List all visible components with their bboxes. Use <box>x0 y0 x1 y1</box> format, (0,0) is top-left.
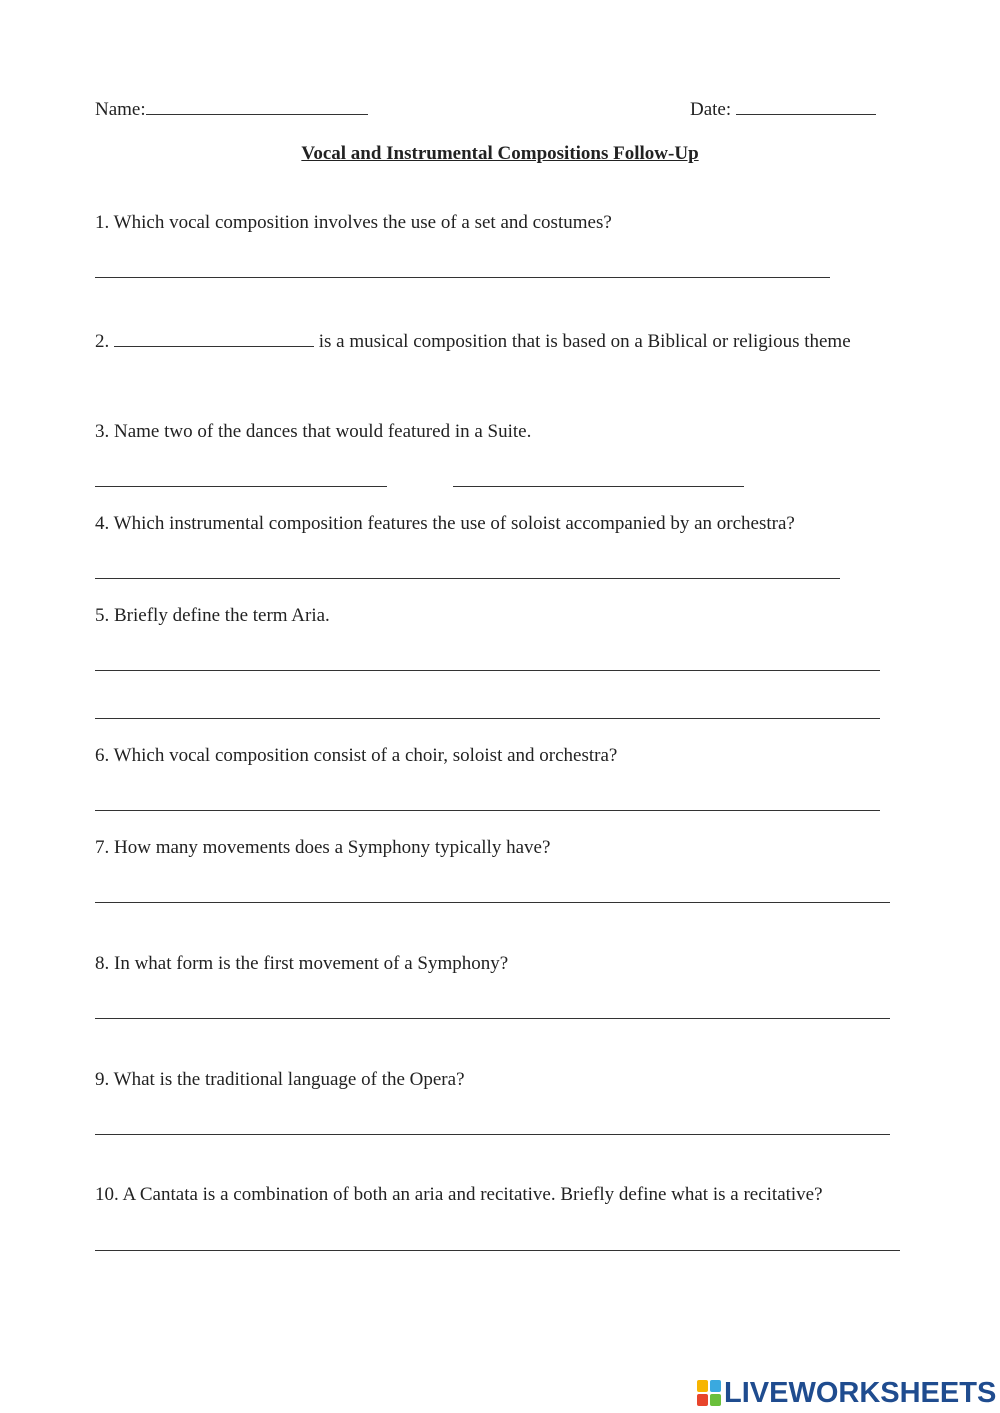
answer-line-6[interactable] <box>95 810 880 811</box>
question-10 <box>95 1184 823 1206</box>
liveworksheets-logo-icon <box>697 1380 721 1406</box>
question-number: 8. <box>95 953 110 974</box>
answer-line-1[interactable] <box>95 277 830 278</box>
logo-text: LIVEWORKSHEETS <box>724 1376 997 1409</box>
name-blank[interactable] <box>146 96 368 115</box>
name-label: Name: <box>95 99 146 120</box>
question-4 <box>95 513 795 535</box>
question-number: 10. <box>95 1184 119 1205</box>
answer-line-3a[interactable] <box>95 486 387 487</box>
answer-line-9[interactable] <box>95 1134 890 1135</box>
question-text: Name two of the dances that would featured in a Suite. <box>114 421 532 442</box>
date-field <box>690 96 876 121</box>
question-number: 3. <box>95 421 110 442</box>
answer-line-5a[interactable] <box>95 670 880 671</box>
question-text: Briefly define the term Aria. <box>114 605 330 626</box>
question-text: Which vocal composition consist of a choir, soloist and orchestra? <box>113 745 618 766</box>
question-text: Which instrumental composition features the use of soloist accompanied by an orchestra? <box>113 513 795 534</box>
answer-line-8[interactable] <box>95 1018 890 1019</box>
answer-line-7[interactable] <box>95 902 890 903</box>
question-number: 9. <box>95 1069 110 1090</box>
answer-line-10[interactable] <box>95 1250 900 1251</box>
question-number: 2. <box>95 331 110 352</box>
question-3 <box>95 421 531 443</box>
question-9 <box>95 1069 465 1091</box>
worksheet-title: Vocal and Instrumental Compositions Follow-Up <box>301 143 699 164</box>
question-number: 6. <box>95 745 110 766</box>
question-text: is a musical composition that is based on a Biblical or religious theme <box>318 331 851 352</box>
question-text: How many movements does a Symphony typically have? <box>114 837 551 858</box>
question-number: 7. <box>95 837 110 858</box>
date-blank[interactable] <box>736 96 876 115</box>
question-text: A Cantata is a combination of both an aria and recitative. Briefly define what is a recitative? <box>122 1184 823 1205</box>
question-5 <box>95 605 330 627</box>
question-number: 4. <box>95 513 110 534</box>
answer-line-3b[interactable] <box>453 486 744 487</box>
question-7 <box>95 837 550 859</box>
question-text: What is the traditional language of the Opera? <box>113 1069 465 1090</box>
answer-line-5b[interactable] <box>95 718 880 719</box>
question-6 <box>95 745 617 767</box>
question-number: 5. <box>95 605 110 626</box>
question-8 <box>95 953 508 975</box>
question-1 <box>95 212 612 234</box>
question-number: 1. <box>95 212 110 233</box>
question-text: Which vocal composition involves the use of a set and costumes? <box>113 212 612 233</box>
name-field <box>95 96 368 121</box>
liveworksheets-logo <box>697 1378 996 1408</box>
question-2 <box>95 328 851 353</box>
date-label: Date: <box>690 99 732 120</box>
question-text: In what form is the first movement of a Symphony? <box>114 953 509 974</box>
answer-blank-2[interactable] <box>114 328 314 347</box>
answer-line-4[interactable] <box>95 578 840 579</box>
